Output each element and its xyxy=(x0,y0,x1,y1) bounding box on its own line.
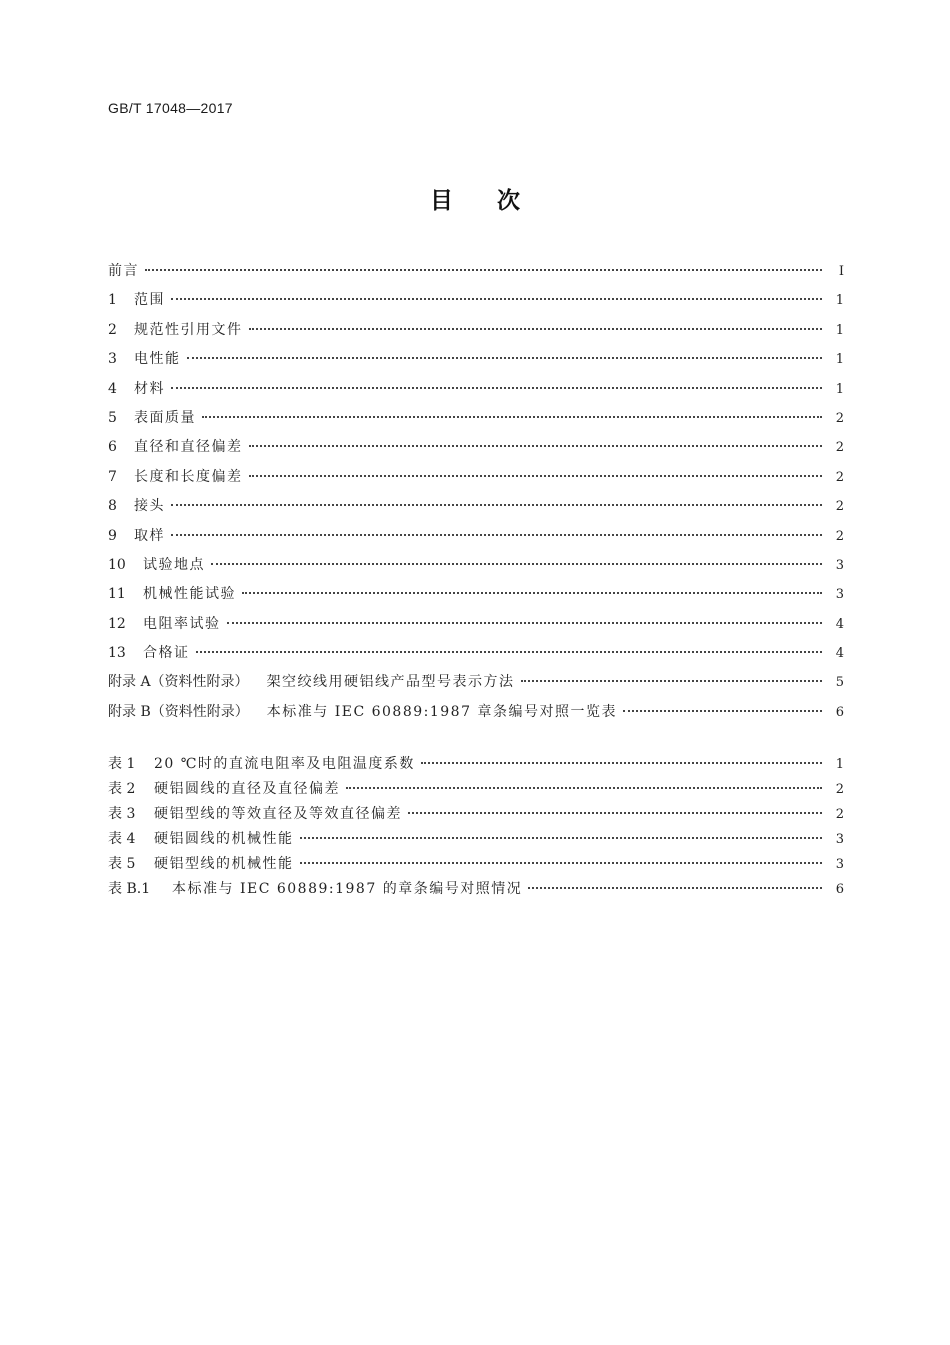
dot-leader xyxy=(171,504,822,506)
toc-entry-label: 取样 xyxy=(134,527,165,544)
dot-leader xyxy=(346,787,822,789)
dot-leader xyxy=(421,762,822,764)
table-entry-number: 表 5 xyxy=(108,856,136,872)
dot-leader xyxy=(521,680,822,682)
toc-entry-number: 1 xyxy=(108,292,117,309)
toc-entry-page: 5 xyxy=(835,675,844,691)
table-entry-number: 表 4 xyxy=(108,831,136,847)
dot-leader xyxy=(623,710,822,712)
toc-entry-page: 1 xyxy=(835,381,844,397)
toc-entry-number: 13 xyxy=(108,645,126,662)
toc-entry-label: 接头 xyxy=(134,498,165,515)
table-entry-label: 硬铝圆线的机械性能 xyxy=(154,831,294,847)
table-entry-3[interactable] xyxy=(108,802,844,827)
toc-entry-diameter[interactable] xyxy=(108,433,844,462)
toc-entry-number: 7 xyxy=(108,468,117,485)
toc-entry-page: 4 xyxy=(835,616,844,632)
table-entry-4[interactable] xyxy=(108,827,844,852)
toc-entry-number: 附录 B（资料性附录） xyxy=(108,703,249,720)
table-entry-label: 硬铝圆线的直径及直径偏差 xyxy=(154,781,340,797)
toc-entry-surface-quality[interactable] xyxy=(108,404,844,433)
toc-entry-number: 10 xyxy=(108,556,126,573)
toc-entry-number: 2 xyxy=(108,321,117,338)
dot-leader xyxy=(300,837,823,839)
toc-entry-sampling[interactable] xyxy=(108,522,844,551)
toc-entry-number: 12 xyxy=(108,615,126,632)
toc-entry-certificate[interactable] xyxy=(108,639,844,668)
toc-entry-length[interactable] xyxy=(108,463,844,492)
dot-leader xyxy=(227,622,823,624)
toc-entry-page: I xyxy=(838,264,844,279)
toc-entry-annex-a[interactable] xyxy=(108,668,844,697)
toc-entry-page: 4 xyxy=(835,646,844,662)
toc-entry-label: 架空绞线用硬铝线产品型号表示方法 xyxy=(266,674,515,691)
table-entry-page: 6 xyxy=(835,882,844,897)
table-entry-label: 20 ℃时的直流电阻率及电阻温度系数 xyxy=(154,756,415,772)
dot-leader xyxy=(202,416,822,418)
table-entry-5[interactable] xyxy=(108,852,844,877)
dot-leader xyxy=(196,651,823,653)
table-entry-page: 2 xyxy=(835,782,844,797)
toc-entry-page: 2 xyxy=(835,499,844,515)
toc-entry-label: 试验地点 xyxy=(143,556,205,573)
toc-entry-electrical-properties[interactable] xyxy=(108,345,844,374)
toc-entry-label: 本标准与 IEC 60889:1987 章条编号对照一览表 xyxy=(266,703,617,720)
toc-entry-page: 2 xyxy=(835,469,844,485)
toc-entry-label: 表面质量 xyxy=(134,409,196,426)
dot-leader xyxy=(249,445,823,447)
toc-entry-scope[interactable] xyxy=(108,286,844,315)
toc-entry-number: 6 xyxy=(108,439,117,456)
toc-entry-number: 11 xyxy=(108,586,126,603)
table-entry-number: 表 3 xyxy=(108,806,136,822)
dot-leader xyxy=(242,592,822,594)
toc-entry-label: 电阻率试验 xyxy=(143,615,221,632)
toc-entry-number: 4 xyxy=(108,380,117,397)
toc-entry-label: 材料 xyxy=(134,380,165,397)
toc-entry-page: 2 xyxy=(835,528,844,544)
table-entry-2[interactable] xyxy=(108,777,844,802)
table-entry-number: 表 B.1 xyxy=(108,881,151,897)
dot-leader xyxy=(528,887,822,889)
toc-entry-label: 机械性能试验 xyxy=(143,586,236,603)
table-entry-1[interactable] xyxy=(108,752,844,777)
toc-entry-label: 范围 xyxy=(134,292,165,309)
toc-entry-normative-references[interactable] xyxy=(108,316,844,345)
toc-entry-label: 长度和长度偏差 xyxy=(134,468,243,485)
document-code: GB/T 17048—2017 xyxy=(108,100,233,116)
toc-entry-mechanical-tests[interactable] xyxy=(108,580,844,609)
dot-leader xyxy=(211,563,822,565)
toc-entry-page: 1 xyxy=(835,322,844,338)
table-entry-page: 3 xyxy=(835,857,844,872)
toc-title: 目次 xyxy=(430,188,564,214)
table-entry-page: 3 xyxy=(835,832,844,847)
toc-entry-number: 9 xyxy=(108,527,117,544)
toc-entry-page: 1 xyxy=(835,293,844,309)
table-entry-number: 表 2 xyxy=(108,781,136,797)
toc-entry-number: 附录 A（资料性附录） xyxy=(108,674,249,691)
table-entry-number: 表 1 xyxy=(108,756,136,772)
dot-leader xyxy=(249,328,823,330)
table-entry-label: 硬铝型线的机械性能 xyxy=(154,856,294,872)
dot-leader xyxy=(171,534,822,536)
toc-entry-page: 1 xyxy=(835,352,844,368)
table-entry-page: 2 xyxy=(835,807,844,822)
toc-entry-annex-b[interactable] xyxy=(108,698,844,727)
dot-leader xyxy=(171,387,822,389)
toc-entry-test-location[interactable] xyxy=(108,551,844,580)
toc-entry-page: 3 xyxy=(835,587,844,603)
dot-leader xyxy=(145,269,822,271)
toc-list xyxy=(108,257,844,727)
table-entry-label: 本标准与 IEC 60889:1987 的章条编号对照情况 xyxy=(172,881,523,897)
toc-entry-number: 8 xyxy=(108,498,117,515)
toc-entry-page: 6 xyxy=(835,704,844,720)
table-entry-page: 1 xyxy=(835,757,844,772)
toc-entry-joints[interactable] xyxy=(108,492,844,521)
toc-entry-number: 5 xyxy=(108,409,117,426)
toc-entry-label: 前言 xyxy=(108,263,139,279)
toc-entry-page: 2 xyxy=(835,410,844,426)
toc-entry-number: 3 xyxy=(108,351,117,368)
dot-leader xyxy=(408,812,822,814)
toc-entry-label: 直径和直径偏差 xyxy=(134,439,243,456)
table-entry-b1[interactable] xyxy=(108,877,844,902)
toc-entry-materials[interactable] xyxy=(108,375,844,404)
dot-leader xyxy=(187,357,823,359)
toc-entry-resistivity-test[interactable] xyxy=(108,610,844,639)
toc-entry-page: 3 xyxy=(835,557,844,573)
table-entry-label: 硬铝型线的等效直径及等效直径偏差 xyxy=(154,806,402,822)
dot-leader xyxy=(171,298,822,300)
table-list xyxy=(108,752,844,902)
toc-entry-label: 电性能 xyxy=(134,351,181,368)
toc-entry-label: 合格证 xyxy=(143,645,190,662)
dot-leader xyxy=(300,862,823,864)
toc-entry-label: 规范性引用文件 xyxy=(134,321,243,338)
dot-leader xyxy=(249,475,823,477)
toc-entry-foreword[interactable] xyxy=(108,257,844,286)
toc-entry-page: 2 xyxy=(835,440,844,456)
